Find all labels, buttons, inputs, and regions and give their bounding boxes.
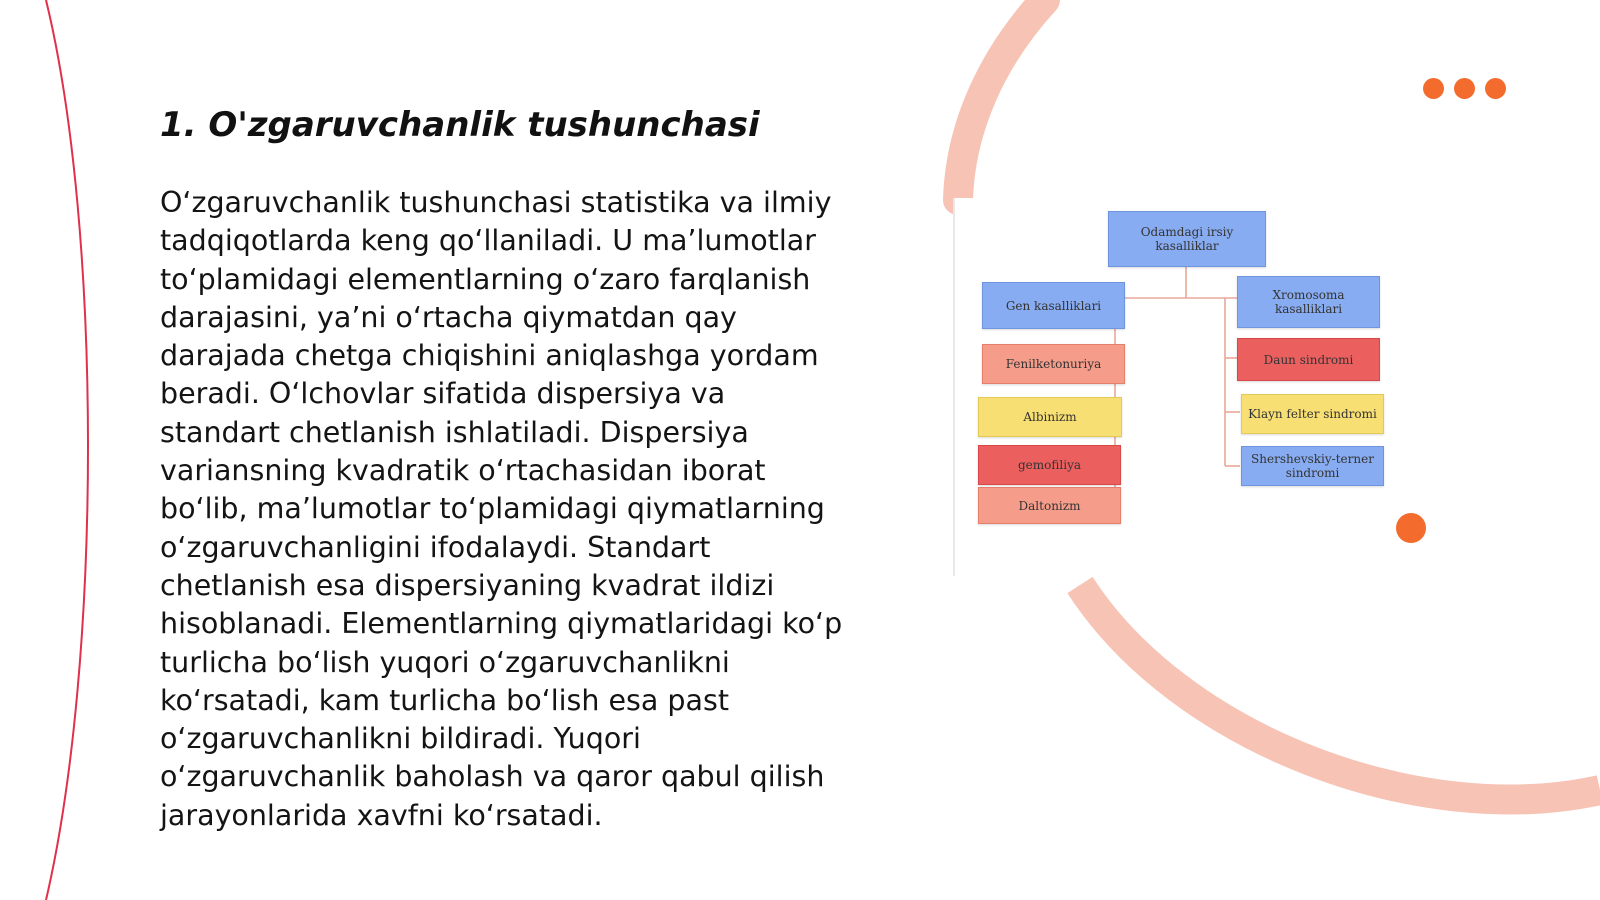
- slide-title: 1. O'zgaruvchanlik tushunchasi: [160, 105, 760, 145]
- diagram-node-shershevskiy-terner-sindromi: Shershevskiy-terner sindromi: [1241, 446, 1384, 486]
- menu-dots: [1423, 78, 1506, 99]
- dot-icon: [1454, 78, 1475, 99]
- diagram-node-root: Odamdagi irsiy kasalliklar: [1108, 211, 1266, 267]
- diagram-node-gen-kasalliklari: Gen kasalliklari: [982, 282, 1125, 329]
- diagram-node-gemofiliya: gemofiliya: [978, 445, 1121, 485]
- diagram-node-daltonizm: Daltonizm: [978, 487, 1121, 524]
- hereditary-diseases-diagram: [953, 198, 1451, 576]
- diagram-node-klayn-felter-sindromi: Klayn felter sindromi: [1241, 394, 1384, 434]
- decor-arc-bottom: [1080, 585, 1600, 799]
- left-edge-curve: [46, 0, 88, 900]
- dot-icon: [1485, 78, 1506, 99]
- slide-body-text: O‘zgaruvchanlik tushunchasi statistika va ilmiy tadqiqotlarda keng qo‘llaniladi. U ma’lumotlar to‘plamidagi elementlarning o‘zaro farqlanish darajasini, ya’ni o‘rtacha qiymatdan qay darajada chetga chiqishini aniqlashga yordam beradi. O‘lchovlar sifatida dispersiya va standart chetlanish ishlatiladi. Dispersiya variansning kvadratik o‘rtachasidan iborat bo‘lib, ma’lumotlar to‘plamidagi qiymatlarning o‘zgaruvchanligini ifodalaydi. Standart chetlanish esa dispersiyaning kvadrat ildizi hisoblanadi. Elementlarning qiymatlaridagi ko‘p turlicha bo‘lish yuqori o‘zgaruvchanlikni ko‘rsatadi, kam turlicha bo‘lish esa past o‘zgaruvchanlikni bildiradi. Yuqori o‘zgaruvchanlik baholash va qaror qabul qilish jarayonlarida xavfni ko‘rsatadi.: [160, 186, 843, 832]
- decor-arc-top: [958, 0, 1045, 200]
- dot-icon: [1423, 78, 1444, 99]
- decor-orange-circle: [1396, 513, 1426, 543]
- diagram-node-albinizm: Albinizm: [978, 397, 1122, 437]
- diagram-node-xromosoma-kasalliklari: Xromosoma kasalliklari: [1237, 276, 1380, 328]
- diagram-node-daun-sindromi: Daun sindromi: [1237, 338, 1380, 381]
- diagram-node-fenilketonuriya: Fenilketonuriya: [982, 344, 1125, 384]
